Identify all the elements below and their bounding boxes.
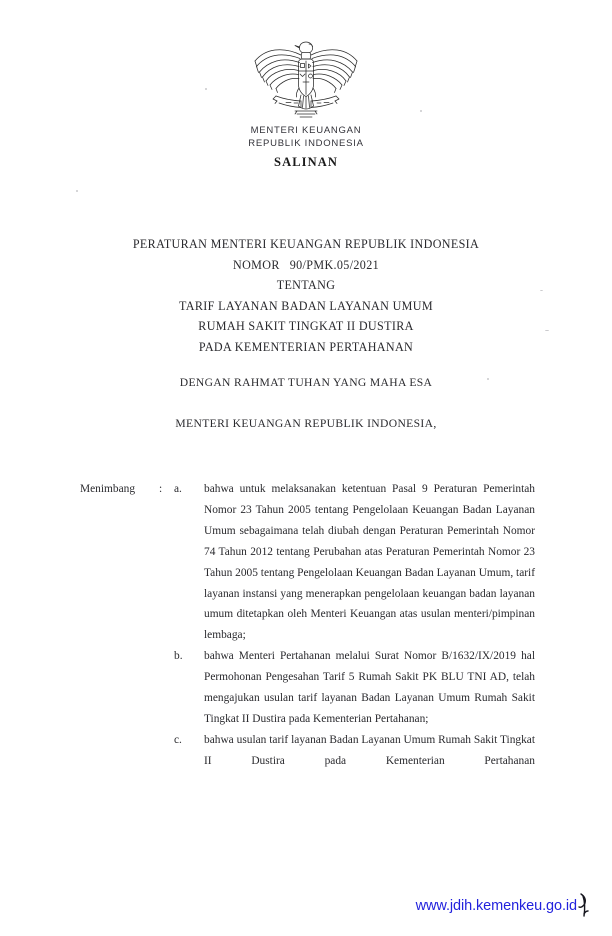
regulation-heading: PERATURAN MENTERI KEUANGAN REPUBLIK INDONESIA bbox=[132, 237, 480, 251]
considering-section bbox=[80, 479, 535, 793]
scan-speckle bbox=[205, 88, 207, 90]
considering-item-list bbox=[174, 479, 535, 793]
ministry-line-1: MENTERI KEUANGAN bbox=[250, 125, 362, 136]
considering-item-marker: c. bbox=[174, 733, 182, 746]
tentang-label: TENTANG bbox=[276, 278, 336, 293]
subject-line-3: PADA KEMENTERIAN PERTAHANAN bbox=[198, 339, 414, 354]
jdih-footer-url[interactable]: www.jdih.kemenkeu.go.id bbox=[415, 898, 577, 914]
considering-colon: : bbox=[159, 483, 163, 495]
regulation-title-block bbox=[0, 234, 612, 358]
subject-line-1: TARIF LAYANAN BADAN LAYANAN UMUM bbox=[179, 298, 433, 313]
garuda-pancasila-emblem bbox=[247, 36, 365, 128]
invocation-line: DENGAN RAHMAT TUHAN YANG MAHA ESA bbox=[179, 376, 433, 389]
considering-item-marker: a. bbox=[174, 483, 182, 495]
nomor-label: NOMOR bbox=[232, 257, 280, 272]
scan-speckle bbox=[76, 190, 78, 192]
considering-item-text: bahwa untuk melaksanakan ketentuan Pasal 9 Peraturan Pemerintah Nomor 23 Tahun 2005 tentang Pengelolaan Keuangan Badan Layanan Umum sebagaimana telah diubah dengan Peraturan Pemerintah Nomor 74 Tahun 2012 tentang Perubahan atas Peraturan Pemerintah Nomor 23 Tahun 2005 tentang Pengelolaan Keuangan Badan Layanan Umum, tarif layanan instansi yang menerapkan pengelolaan keuangan badan layanan umum ditetapkan oleh Menteri Keuangan atas usulan menteri/pimpinan lembaga; bbox=[204, 483, 536, 642]
considering-item-marker: b. bbox=[174, 650, 183, 663]
ministry-line-2: REPUBLIK INDONESIA bbox=[248, 137, 364, 149]
ink-mark bbox=[578, 892, 590, 918]
considering-item bbox=[174, 479, 535, 646]
considering-item-text: bahwa usulan tarif layanan Badan Layanan Umum Rumah Sakit Tingkat II Dustira pada Kementerian Pertahanan bbox=[204, 733, 535, 767]
regulation-number-line bbox=[0, 255, 612, 276]
nomor-value: 90/PMK.05/2021 bbox=[289, 257, 379, 272]
scan-speckle bbox=[420, 110, 422, 112]
issuing-authority-line: MENTERI KEUANGAN REPUBLIK INDONESIA, bbox=[175, 417, 437, 430]
ministry-header bbox=[0, 125, 612, 150]
considering-item bbox=[174, 646, 535, 730]
copy-stamp: SALINAN bbox=[274, 155, 338, 169]
subject-line-2: RUMAH SAKIT TINGKAT II DUSTIRA bbox=[198, 319, 414, 334]
considering-item-text: bahwa Menteri Pertahanan melalui Surat Nomor B/1632/IX/2019 hal Permohonan Pengesahan Tarif 5 Rumah Sakit PK BLU TNI AD, telah mengajukan usulan tarif layanan Badan Layanan Umum Rumah Sakit Tingkat II Dustira pada Kementerian Pertahanan; bbox=[204, 650, 535, 725]
considering-label: Menimbang bbox=[80, 483, 136, 495]
considering-item bbox=[174, 730, 535, 793]
